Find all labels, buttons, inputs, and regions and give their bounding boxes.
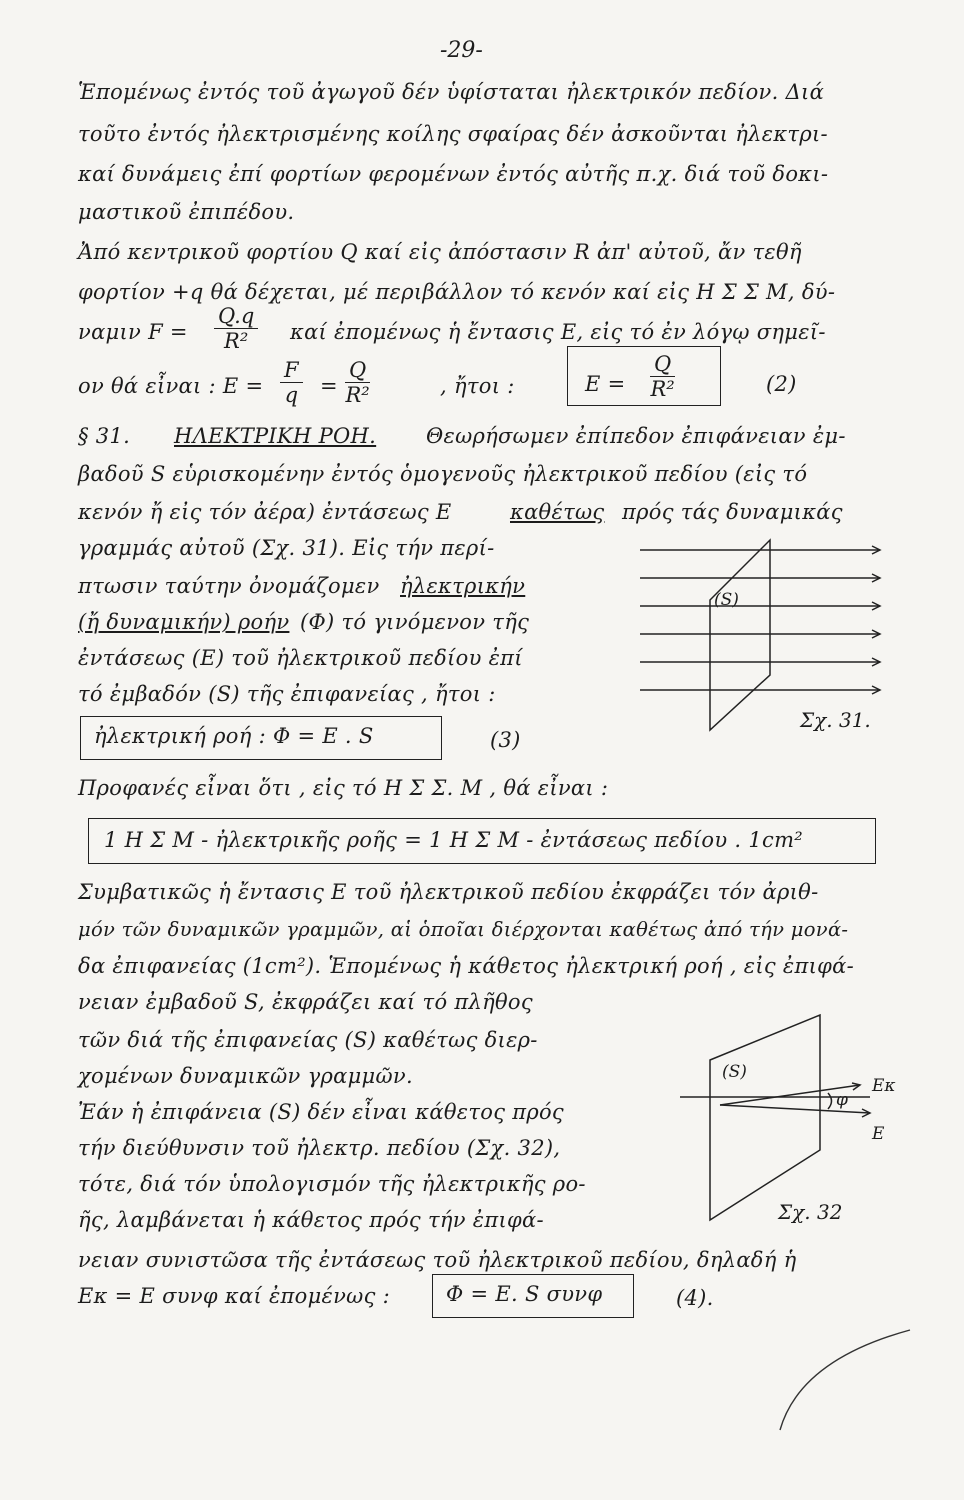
- text-emphasis: (ἤ δυναμικήν) ροήν: [78, 610, 290, 634]
- text-line: βαδοῦ S εὑρισκομένην ἐντός ὁμογενοῦς ἠλεκτρικοῦ πεδίου (εἰς τό: [78, 462, 808, 486]
- margin-mark: [760, 1320, 920, 1440]
- formula-e-label: E =: [585, 372, 626, 396]
- figure-31-surface-label: (S): [714, 590, 739, 610]
- text-line: μόν τῶν δυναμικῶν γραμμῶν, αἱ ὁποῖαι διέρχονται καθέτως ἀπό τήν μονά-: [78, 918, 849, 941]
- text-emphasis: καθέτως: [510, 500, 605, 524]
- fraction-numerator: Q: [650, 352, 675, 377]
- figure-31-caption: Σχ. 31.: [800, 708, 871, 732]
- text-line: (Φ) τό γινόμενον τῆς: [300, 610, 530, 634]
- fraction-numerator: F: [280, 358, 303, 383]
- text-line: Ἑπομένως ἐντός τοῦ ἀγωγοῦ δέν ὑφίσταται ἠλεκτρικόν πεδίον. Διά: [78, 80, 825, 104]
- formula-units: 1 Η Σ Μ - ἠλεκτρικῆς ροῆς = 1 Η Σ Μ - ἐντάσεως πεδίου . 1cm²: [104, 828, 804, 852]
- text-line: ναμιν F =: [78, 320, 188, 344]
- text-emphasis: ἠλεκτρικήν: [400, 574, 526, 598]
- fraction-denominator: R²: [650, 377, 675, 401]
- formula-flux-angle: Φ = E. S συνφ: [446, 1282, 603, 1306]
- text-line: =: [320, 374, 338, 398]
- text-line: χομένων δυναμικῶν γραμμῶν.: [78, 1064, 413, 1088]
- text-line: νειαν ἐμβαδοῦ S, ἐκφράζει καί τό πλῆθος: [78, 990, 533, 1014]
- field-lines: [640, 546, 880, 694]
- equation-number: (4).: [676, 1286, 714, 1310]
- text-line: γραμμάς αὐτοῦ (Σχ. 31). Εἰς τήν περί-: [78, 536, 495, 560]
- equation-number: (3): [490, 728, 521, 752]
- fraction-f-over-q: [280, 358, 303, 407]
- text-line: Προφανές εἶναι ὅτι , εἰς τό Η Σ Σ. Μ , θά εἶναι :: [78, 776, 609, 800]
- fraction-denominator: R²: [224, 329, 249, 353]
- text-line: μαστικοῦ ἐπιπέδου.: [78, 200, 295, 224]
- text-line: , ἤτοι :: [440, 374, 515, 398]
- text-line: κενόν ἤ εἰς τόν ἀέρα) ἐντάσεως E: [78, 500, 452, 524]
- figure-32-e-label: E: [872, 1124, 885, 1144]
- fraction-numerator: Q: [345, 358, 370, 383]
- fraction-numerator: Q.q: [214, 304, 258, 329]
- fraction-denominator: q: [284, 383, 299, 407]
- text-line: Ἀπό κεντρικοῦ φορτίου Q καί εἰς ἀπόστασιν R ἀπ' αὐτοῦ, ἄν τεθῆ: [78, 240, 802, 264]
- figure-32-caption: Σχ. 32: [778, 1200, 843, 1224]
- section-number: § 31.: [78, 424, 131, 448]
- surface-s: [710, 1015, 820, 1220]
- angle-arc: [828, 1093, 832, 1109]
- text-line: φορτίον +q θά δέχεται, μέ περιβάλλον τό κενόν καί εἰς Η Σ Σ Μ, δύ-: [78, 280, 836, 304]
- text-line: νειαν συνιστῶσα τῆς ἐντάσεως τοῦ ἠλεκτρικοῦ πεδίου, δηλαδή ἡ: [78, 1248, 797, 1272]
- text-line: τήν διεύθυνσιν τοῦ ἠλεκτρ. πεδίου (Σχ. 32),: [78, 1136, 561, 1160]
- section-title: ΗΛΕΚΤΡΙΚΗ ΡΟΗ.: [174, 424, 377, 448]
- text-line: ἐντάσεως (E) τοῦ ἠλεκτρικοῦ πεδίου ἐπί: [78, 646, 523, 670]
- fraction-q-over-r2-boxed: [650, 352, 675, 401]
- formula-flux: ἠλεκτρική ροή : Φ = E . S: [94, 724, 374, 748]
- text-line: ῆς, λαμβάνεται ἡ κάθετος πρός τήν ἐπιφά-: [78, 1208, 544, 1232]
- text-line: πτωσιν ταύτην ὀνομάζομεν: [78, 574, 380, 598]
- figure-32-surface-label: (S): [722, 1062, 747, 1082]
- text-line: Συμβατικῶς ἡ ἔντασις E τοῦ ἠλεκτρικοῦ πεδίου ἐκφράζει τόν ἀριθ-: [78, 880, 819, 904]
- fraction-denominator: R²: [345, 383, 370, 407]
- text-line: Θεωρήσωμεν ἐπίπεδον ἐπιφάνειαν ἐμ-: [426, 424, 846, 448]
- text-line: τοῦτο ἐντός ἠλεκτρισμένης κοίλης σφαίρας δέν ἀσκοῦνται ἠλεκτρι-: [78, 122, 828, 146]
- equation-number: (2): [766, 372, 797, 396]
- text-line: ον θά εἶναι : E =: [78, 374, 264, 398]
- text-line: καί ἐπομένως ἡ ἔντασις E, εἰς τό ἐν λόγῳ σημεῖ-: [290, 320, 826, 344]
- text-line: πρός τάς δυναμικάς: [622, 500, 843, 524]
- text-line: τότε, διά τόν ὑπολογισμόν τῆς ἠλεκτρικῆς ρο-: [78, 1172, 586, 1196]
- text-line: καί δυνάμεις ἐπί φορτίων φερομένων ἐντός αὐτῆς π.χ. διά τοῦ δοκι-: [78, 162, 829, 186]
- text-line: Ἐάν ἡ ἐπιφάνεια (S) δέν εἶναι κάθετος πρός: [78, 1100, 564, 1124]
- figure-32-phi-label: φ: [836, 1090, 848, 1110]
- fraction-q-over-r2: [345, 358, 370, 407]
- text-line: Eκ = E συνφ καί ἐπομένως :: [78, 1284, 390, 1308]
- text-line: τῶν διά τῆς ἐπιφανείας (S) καθέτως διερ-: [78, 1028, 538, 1052]
- fraction-force: [214, 304, 258, 353]
- figure-32-ek-label: Eκ: [872, 1076, 896, 1096]
- text-line: τό ἐμβαδόν (S) τῆς ἐπιφανείας , ἤτοι :: [78, 682, 496, 706]
- page-number: -29-: [440, 38, 483, 63]
- surface-s: [710, 540, 770, 730]
- text-line: δα ἐπιφανείας (1cm²). Ἑπομένως ἡ κάθετος ἠλεκτρική ροή , εἰς ἐπιφά-: [78, 954, 855, 978]
